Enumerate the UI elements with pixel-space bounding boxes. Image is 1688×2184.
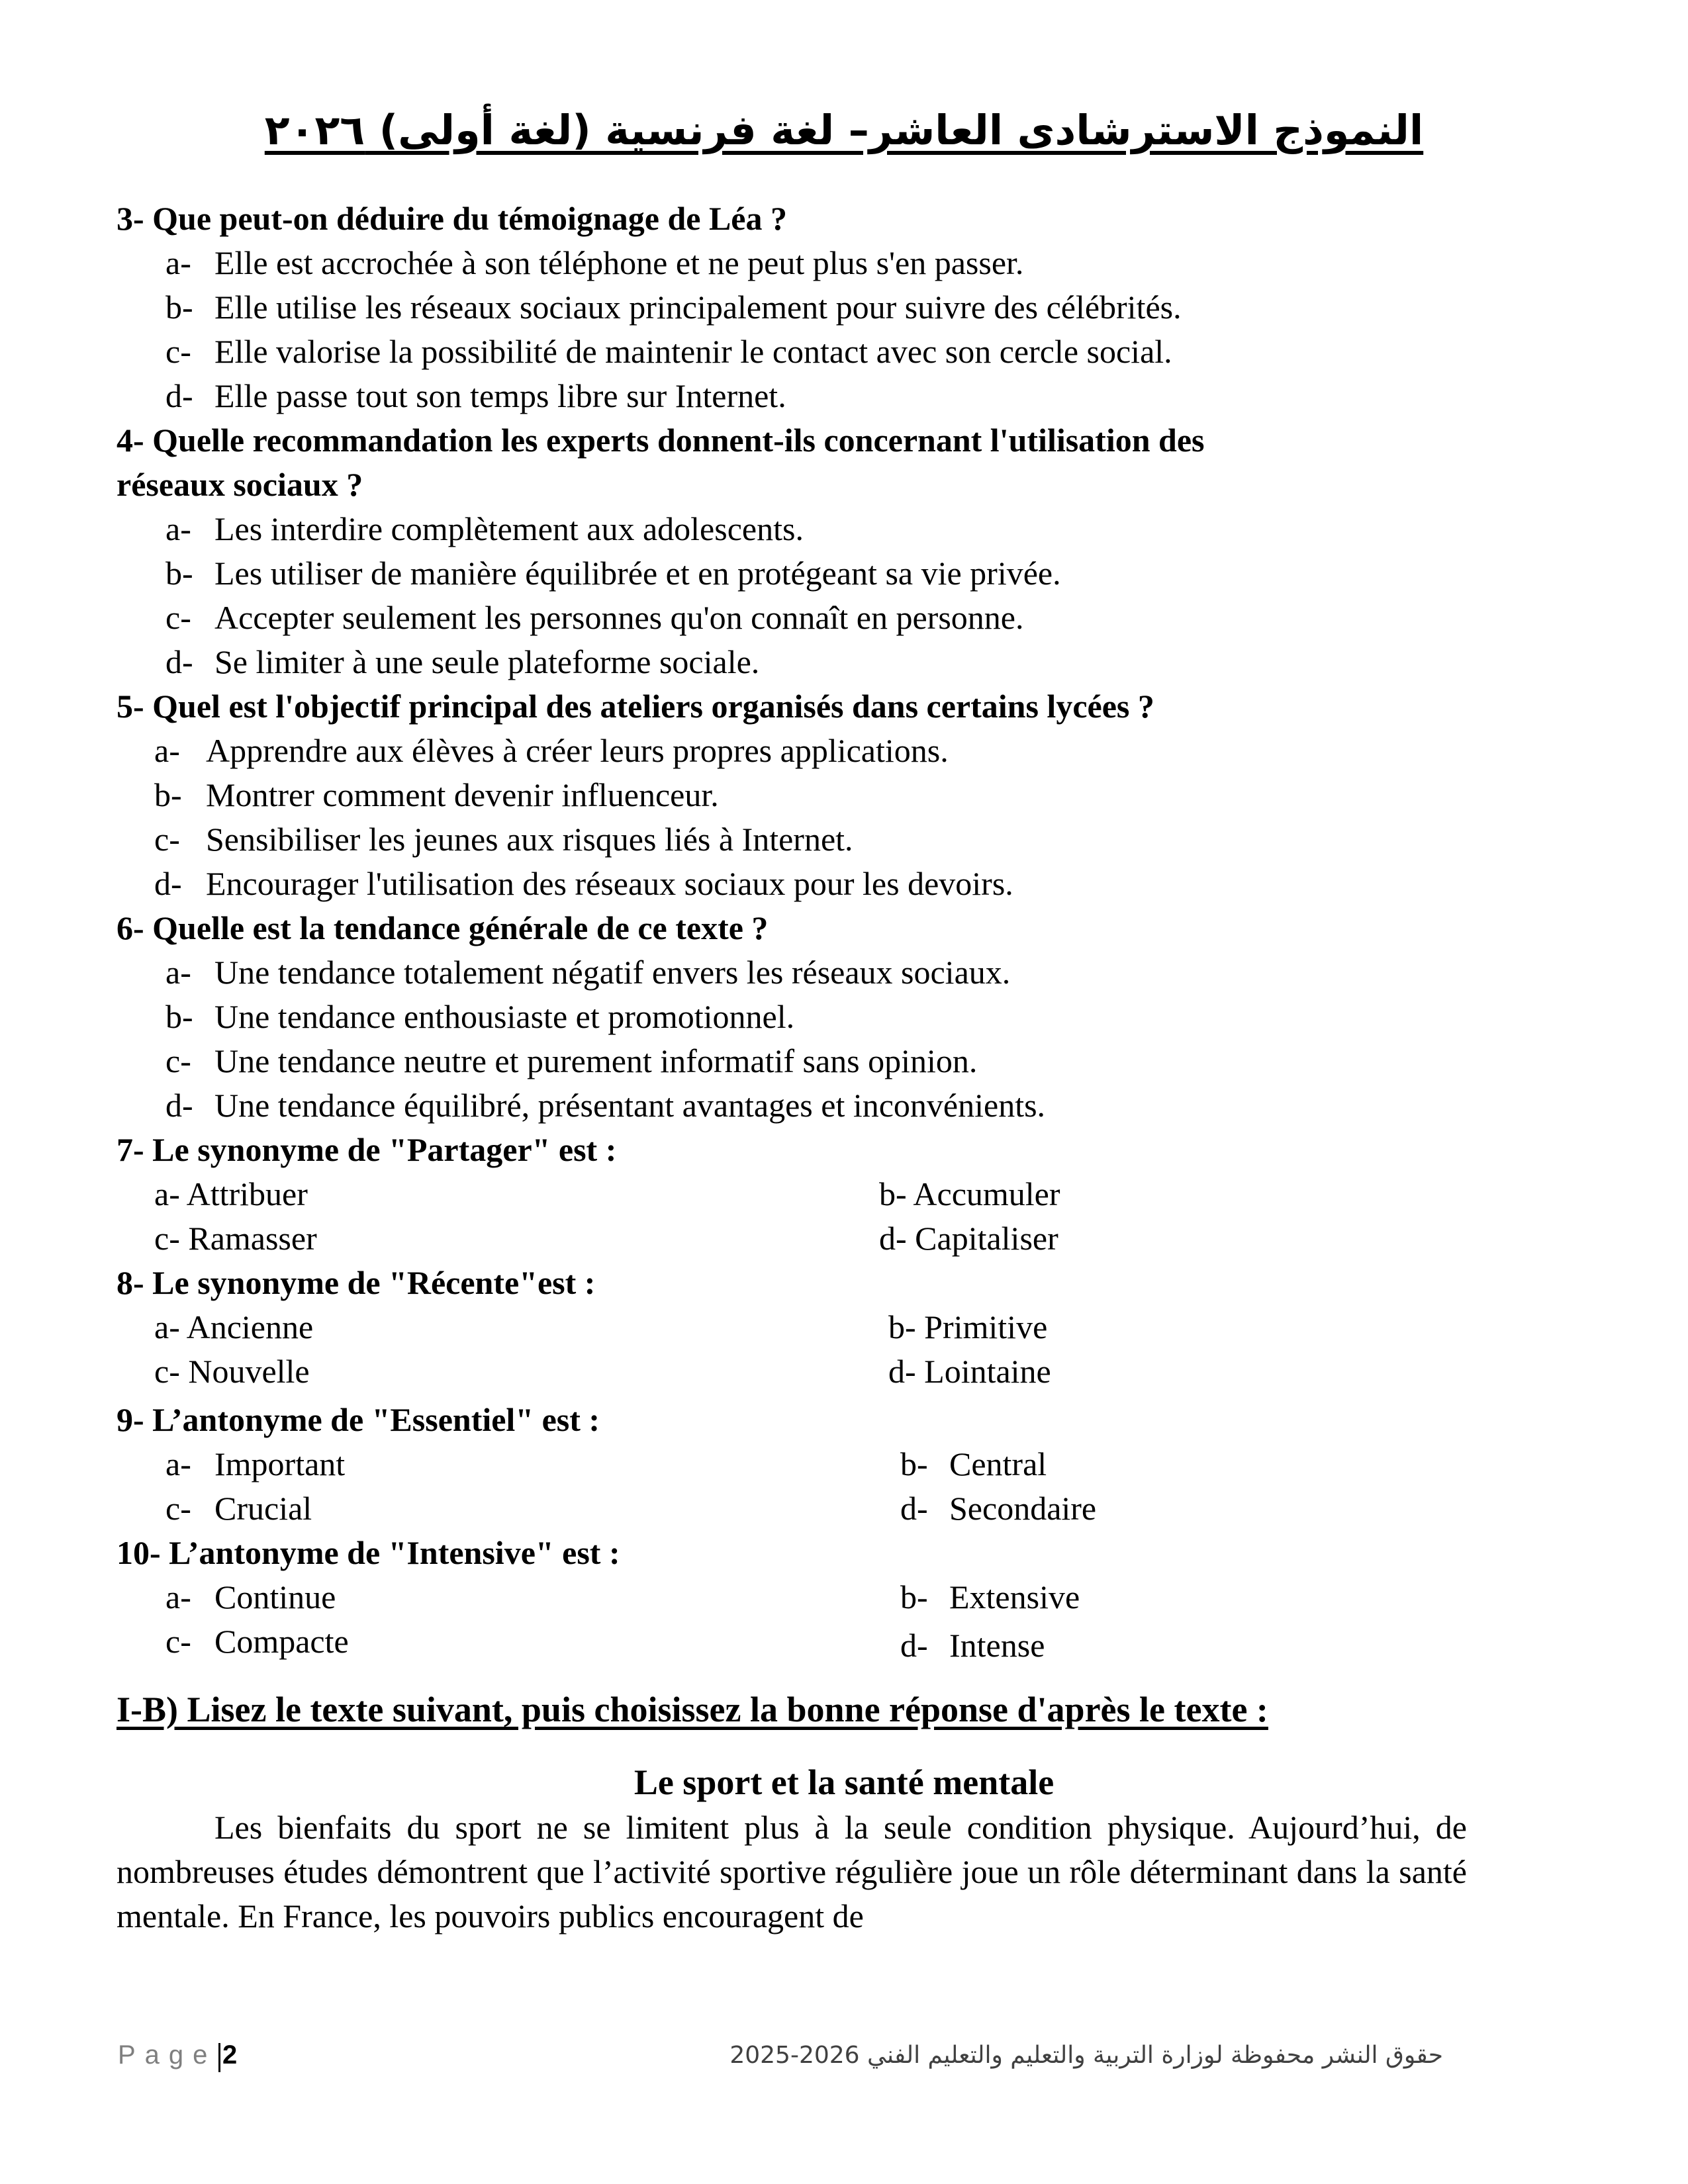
option: a- Continue [165, 1578, 336, 1615]
option-row [0, 1305, 1688, 1349]
option: c- Accepter seulement les personnes qu'on connaît en personne. [165, 599, 1024, 636]
question-3: 3- Que peut-on déduire du témoignage de Léa ? [117, 200, 787, 237]
option: d- Encourager l'utilisation des réseaux sociaux pour les devoirs. [154, 865, 1013, 902]
question-8: 8- Le synonyme de "Récente"est : [117, 1264, 596, 1301]
option: b- Extensive [900, 1578, 1080, 1615]
option: c- Nouvelle [154, 1353, 310, 1390]
question-5: 5- Quel est l'objectif principal des ateliers organisés dans certains lycées ? [117, 688, 1154, 725]
option-row [0, 1619, 1688, 1664]
question-4: 4- Quelle recommandation les experts donnent-ils concernant l'utilisation des [117, 422, 1205, 459]
page-header [0, 106, 1688, 154]
page-footer [0, 2040, 1688, 2080]
option: a- Elle est accrochée à son téléphone et ne peut plus s'en passer. [165, 244, 1024, 281]
option-row [0, 1216, 1688, 1261]
question-10: 10- L’antonyme de "Intensive" est : [117, 1534, 620, 1571]
reading-paragraph [0, 1805, 1467, 1938]
option: c- Compacte [165, 1623, 349, 1660]
option: d- Secondaire [900, 1490, 1097, 1527]
option: d- Lointaine [888, 1353, 1051, 1390]
option: a- Une tendance totalement négatif envers les réseaux sociaux. [165, 954, 1011, 991]
option: d- Capitaliser [879, 1220, 1058, 1257]
option-row [0, 1442, 1688, 1486]
option: a- Les interdire complètement aux adolescents. [165, 510, 804, 547]
option: c- Crucial [165, 1490, 312, 1527]
option: a- Important [165, 1445, 346, 1482]
option-row [0, 1486, 1688, 1531]
option: b- Les utiliser de manière équilibrée et en protégeant sa vie privée. [165, 555, 1061, 592]
question-9: 9- L’antonyme de "Essentiel" est : [117, 1401, 600, 1438]
exam-content [0, 197, 1688, 1938]
section-title: I-B) Lisez le texte suivant, puis choisissez la bonne réponse d'après le texte : [117, 1690, 1268, 1729]
option: d- Se limiter à une seule plateforme sociale. [165, 643, 760, 680]
option: c- Elle valorise la possibilité de maintenir le contact avec son cercle social. [165, 333, 1172, 370]
text-title: Le sport et la santé mentale [633, 1762, 1055, 1802]
question-7: 7- Le synonyme de "Partager" est : [117, 1131, 617, 1168]
option: b- Une tendance enthousiaste et promotionnel. [165, 998, 795, 1035]
option: a- Apprendre aux élèves à créer leurs propres applications. [154, 732, 949, 769]
page-label: Page [118, 2040, 217, 2070]
copyright-notice: حقوق النشر محفوظة لوزارة التربية والتعليم والتعليم الفني 2026-2025 [729, 2042, 1443, 2069]
option: b- Central [900, 1445, 1047, 1482]
page-separator [218, 2043, 220, 2072]
option: b- Accumuler [879, 1175, 1060, 1212]
option: c- Ramasser [154, 1220, 317, 1257]
option: a- Ancienne [154, 1308, 314, 1345]
header-title: النموذج الاسترشادى العاشر– لغة فرنسية (لغة أولى) ٢٠٢٦ [264, 106, 1424, 154]
option: b- Elle utilise les réseaux sociaux principalement pour suivre des célébrités. [165, 289, 1182, 326]
option: d- Intense [900, 1627, 1045, 1664]
option: d- Elle passe tout son temps libre sur Internet. [165, 377, 786, 414]
option: c- Une tendance neutre et purement informatif sans opinion. [165, 1042, 978, 1079]
option-row [0, 1349, 1688, 1394]
question-4-continued: réseaux sociaux ? [117, 466, 363, 503]
option: c- Sensibiliser les jeunes aux risques liés à Internet. [154, 821, 853, 858]
option: b- Montrer comment devenir influenceur. [154, 776, 719, 813]
question-6: 6- Quelle est la tendance générale de ce texte ? [117, 909, 769, 946]
option: b- Primitive [888, 1308, 1048, 1345]
paragraph-text: Les bienfaits du sport ne se limitent plus à la seule condition physique. Aujourd’hui, de nombreuses études démontrent que l’activité sportive régulière joue un rôle déterminant dans la santé mentale. En France, les pouvoirs publics encouragent de [117, 1809, 1467, 1934]
option-row [0, 1172, 1688, 1216]
option: a- Attribuer [154, 1175, 308, 1212]
option-row [0, 1575, 1688, 1619]
spacer [0, 1664, 1688, 1686]
page-number: 2 [222, 2040, 238, 2070]
option: d- Une tendance équilibré, présentant avantages et inconvénients. [165, 1087, 1046, 1124]
